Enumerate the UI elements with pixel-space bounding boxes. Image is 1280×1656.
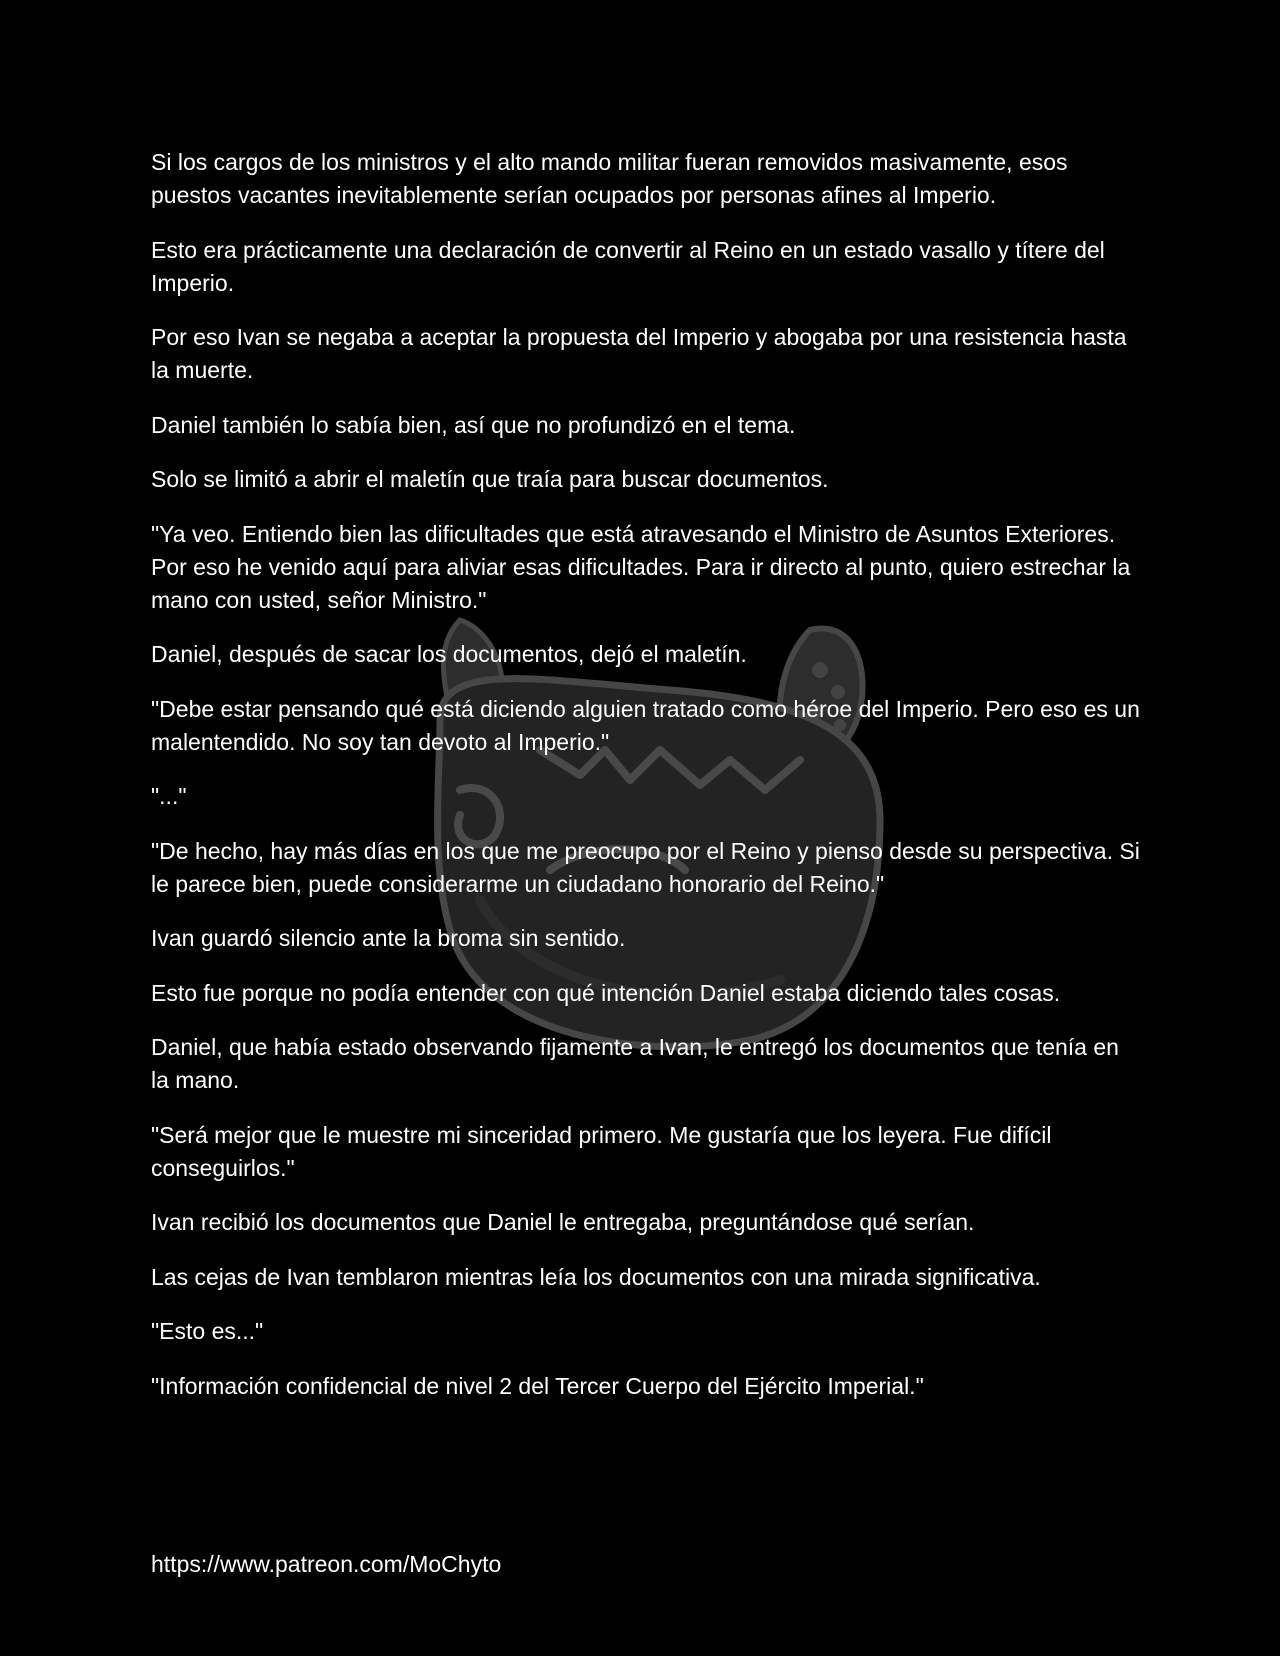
document-body: [151, 146, 1141, 1424]
paragraph: Ivan recibió los documentos que Daniel le entregaba, preguntándose qué serían.: [151, 1209, 975, 1235]
paragraph: Ivan guardó silencio ante la broma sin sentido.: [151, 925, 626, 951]
paragraph: Daniel, que había estado observando fijamente a Ivan, le entregó los documentos que tenía en la mano.: [151, 1034, 1119, 1093]
paragraph: "Esto es...": [151, 1318, 264, 1344]
paragraph: "Ya veo. Entiendo bien las dificultades que está atravesando el Ministro de Asuntos Exteriores. Por eso he venido aquí para aliviar esas dificultades. Para ir directo al punto, quiero estrechar la mano con usted, señor Ministro.": [151, 520, 1131, 613]
paragraph: "Debe estar pensando qué está diciendo alguien tratado como héroe del Imperio. Pero eso es un malentendido. No soy tan devoto al Imperio.": [151, 695, 1140, 755]
paragraph: "...": [151, 783, 187, 809]
paragraph: Daniel también lo sabía bien, así que no profundizó en el tema.: [151, 411, 796, 438]
paragraph: Esto era prácticamente una declaración de convertir al Reino en un estado vasallo y títere del Imperio.: [151, 236, 1105, 296]
paragraph: Si los cargos de los ministros y el alto mando militar fueran removidos masivamente, esos puestos vacantes inevitablemente serían ocupados por personas afines al Imperio.: [151, 149, 1068, 208]
paragraph: "Información confidencial de nivel 2 del Tercer Cuerpo del Ejército Imperial.": [151, 1372, 924, 1399]
paragraph: Esto fue porque no podía entender con qué intención Daniel estaba diciendo tales cosas.: [151, 979, 1061, 1006]
paragraph: "Será mejor que le muestre mi sinceridad primero. Me gustaría que los leyera. Fue difícil conseguirlos.": [151, 1121, 1052, 1181]
paragraph: "De hecho, hay más días en los que me preocupo por el Reino y pienso desde su perspectiva. Si le parece bien, puede considerarme un ciudadano honorario del Reino.": [151, 837, 1140, 897]
paragraph: Las cejas de Ivan temblaron mientras leía los documentos con una mirada significativa.: [151, 1263, 1041, 1290]
paragraph: Por eso Ivan se negaba a aceptar la propuesta del Imperio y abogaba por una resistencia hasta la muerte.: [151, 324, 1127, 383]
paragraph: Daniel, después de sacar los documentos, dejó el maletín.: [151, 641, 747, 667]
paragraph: Solo se limitó a abrir el maletín que traía para buscar documentos.: [151, 466, 829, 492]
patreon-link[interactable]: https://www.patreon.com/MoChyto: [151, 1551, 502, 1577]
